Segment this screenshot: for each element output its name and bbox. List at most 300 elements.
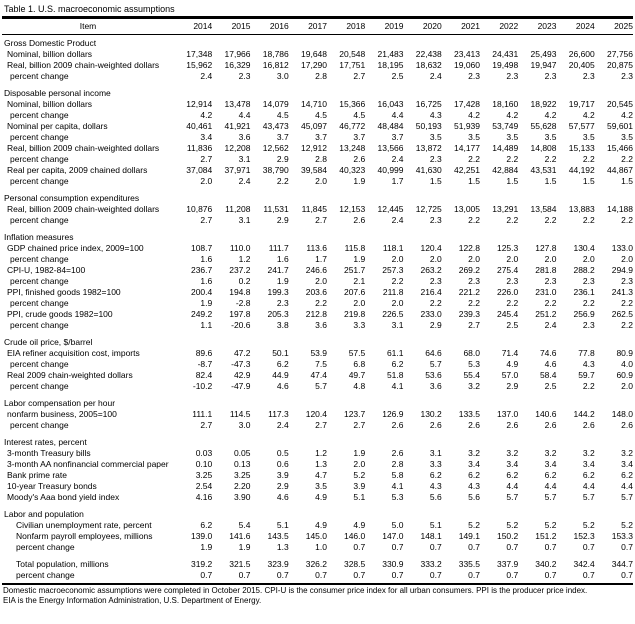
value-cell: 12,914 bbox=[186, 99, 213, 109]
value-cell: 117.3 bbox=[268, 409, 289, 419]
table-row bbox=[2, 370, 633, 381]
value-cell: 4.3 bbox=[468, 481, 480, 491]
value-cell: 2.7 bbox=[315, 420, 327, 430]
value-cell bbox=[365, 88, 403, 99]
value-cell bbox=[251, 509, 289, 520]
table-row bbox=[2, 165, 633, 176]
value-cell: 216.4 bbox=[420, 287, 442, 297]
value-cell: 21,483 bbox=[377, 49, 404, 59]
value-cell: 2.2 bbox=[468, 298, 480, 308]
value-cell: 120.4 bbox=[305, 409, 327, 419]
item-column-header: Item bbox=[2, 18, 174, 35]
value-cell: 2.7 bbox=[200, 420, 213, 430]
value-cell: 17,290 bbox=[301, 60, 327, 70]
value-cell bbox=[404, 232, 442, 243]
value-cell: 126.9 bbox=[382, 409, 404, 419]
value-cell: 50.1 bbox=[272, 348, 289, 358]
value-cell: 1.3 bbox=[315, 459, 327, 469]
value-cell: 19,498 bbox=[492, 60, 519, 70]
value-cell: 11,845 bbox=[301, 204, 327, 214]
row-label: Civilian unemployment rate, percent bbox=[16, 520, 152, 530]
value-cell bbox=[404, 337, 442, 348]
footnote-line: Domestic macroeconomic assumptions were completed in October 2015. CPI-U is the consumer price index for all urban consumers. PPI is the producer price index. bbox=[3, 586, 588, 595]
value-cell: 4.16 bbox=[195, 492, 213, 502]
value-cell: 151.2 bbox=[535, 531, 557, 541]
value-cell: 0.2 bbox=[238, 276, 251, 286]
value-cell: 18,632 bbox=[415, 60, 442, 70]
value-cell: 127.8 bbox=[535, 243, 557, 253]
value-cell: -2.8 bbox=[235, 298, 251, 308]
value-cell: 251.7 bbox=[343, 265, 366, 275]
value-cell: 2.4 bbox=[429, 71, 442, 81]
value-cell: 337.9 bbox=[496, 559, 519, 569]
value-cell: 42,251 bbox=[454, 165, 480, 175]
value-cell bbox=[595, 193, 633, 204]
value-cell bbox=[365, 509, 403, 520]
table-row bbox=[2, 132, 633, 143]
value-cell: 125.3 bbox=[496, 243, 519, 253]
value-cell bbox=[518, 509, 556, 520]
value-cell: 108.7 bbox=[190, 243, 213, 253]
table-row bbox=[2, 110, 633, 121]
value-cell bbox=[404, 193, 442, 204]
row-label: Labor and population bbox=[4, 509, 84, 519]
value-cell: 40,323 bbox=[339, 165, 366, 175]
value-cell: 53.6 bbox=[425, 370, 442, 380]
value-cell: 233.0 bbox=[420, 309, 442, 319]
value-cell: 4.9 bbox=[315, 492, 327, 502]
value-cell bbox=[595, 337, 633, 348]
value-cell: 17,348 bbox=[186, 49, 213, 59]
value-cell: 2.9 bbox=[429, 320, 442, 330]
row-label: Interest rates, percent bbox=[4, 437, 87, 447]
table-row bbox=[2, 448, 633, 459]
value-cell bbox=[289, 88, 327, 99]
value-cell: 5.2 bbox=[506, 520, 519, 530]
value-cell: 22,438 bbox=[415, 49, 442, 59]
value-cell: 5.2 bbox=[468, 520, 480, 530]
value-cell: 2.0 bbox=[621, 381, 633, 391]
value-cell: 5.7 bbox=[582, 492, 595, 502]
value-cell: 251.2 bbox=[535, 309, 557, 319]
value-cell: 3.0 bbox=[238, 420, 251, 430]
table-row bbox=[2, 204, 633, 215]
value-cell: 263.2 bbox=[420, 265, 442, 275]
value-cell bbox=[518, 337, 556, 348]
value-cell: 328.5 bbox=[343, 559, 366, 569]
table-row bbox=[2, 559, 633, 570]
value-cell: 57.5 bbox=[348, 348, 366, 358]
value-cell: 3.7 bbox=[315, 132, 327, 142]
value-cell bbox=[289, 398, 327, 409]
value-cell: 249.2 bbox=[190, 309, 213, 319]
value-cell: 19,947 bbox=[530, 60, 557, 70]
value-cell bbox=[442, 509, 480, 520]
value-cell bbox=[480, 193, 518, 204]
value-cell: 4.7 bbox=[315, 470, 327, 480]
value-cell bbox=[251, 232, 289, 243]
value-cell: 4.5 bbox=[276, 110, 289, 120]
value-cell: 2.6 bbox=[391, 448, 404, 458]
value-cell: 2.3 bbox=[506, 71, 519, 81]
value-cell bbox=[595, 35, 633, 50]
year-column-header: 2024 bbox=[557, 18, 595, 35]
value-cell bbox=[212, 232, 250, 243]
row-label: GDP chained price index, 2009=100 bbox=[7, 243, 144, 253]
value-cell: 40,461 bbox=[186, 121, 213, 131]
value-cell: 241.7 bbox=[267, 265, 289, 275]
value-cell: 236.1 bbox=[573, 287, 595, 297]
value-cell: 5.2 bbox=[621, 520, 633, 530]
value-cell: 40,999 bbox=[377, 165, 404, 175]
value-cell: 13,883 bbox=[568, 204, 595, 214]
value-cell: 2.20 bbox=[233, 481, 251, 491]
value-cell: 80.9 bbox=[616, 348, 633, 358]
value-cell bbox=[518, 35, 556, 50]
value-cell: 0.7 bbox=[429, 542, 442, 552]
value-cell: 14,079 bbox=[262, 99, 289, 109]
value-cell: 5.7 bbox=[506, 492, 519, 502]
value-cell: 16,725 bbox=[415, 99, 442, 109]
value-cell: 2.2 bbox=[468, 154, 480, 164]
value-cell: 239.3 bbox=[458, 309, 480, 319]
value-cell: 2.0 bbox=[621, 254, 633, 264]
value-cell: 18,922 bbox=[530, 99, 557, 109]
value-cell: 5.4 bbox=[238, 520, 251, 530]
value-cell: 114.5 bbox=[229, 409, 251, 419]
value-cell: 59,601 bbox=[607, 121, 633, 131]
value-cell: 14,177 bbox=[454, 143, 480, 153]
section-header-row bbox=[2, 193, 633, 204]
value-cell: 12,725 bbox=[415, 204, 442, 214]
value-cell bbox=[442, 232, 480, 243]
value-cell: 2.6 bbox=[506, 420, 519, 430]
value-cell: 2.0 bbox=[353, 298, 366, 308]
row-label: percent change bbox=[10, 71, 69, 81]
value-cell bbox=[595, 232, 633, 243]
value-cell: 2.3 bbox=[582, 276, 595, 286]
value-cell: 323.9 bbox=[267, 559, 289, 569]
value-cell: 20,545 bbox=[607, 99, 633, 109]
value-cell: 15,133 bbox=[568, 143, 595, 153]
value-cell: 6.2 bbox=[621, 470, 633, 480]
value-cell: 6.2 bbox=[429, 470, 442, 480]
row-label: 3-month Treasury bills bbox=[7, 448, 91, 458]
value-cell: 53.9 bbox=[310, 348, 327, 358]
row-label: Nonfarm payroll employees, millions bbox=[16, 531, 153, 541]
value-cell: 3.7 bbox=[276, 132, 289, 142]
value-cell bbox=[212, 88, 250, 99]
value-cell: 0.7 bbox=[506, 542, 519, 552]
value-cell: 5.7 bbox=[315, 381, 327, 391]
value-cell: 14,489 bbox=[492, 143, 519, 153]
value-cell: 1.3 bbox=[276, 542, 289, 552]
value-cell bbox=[404, 437, 442, 448]
value-cell: 2.7 bbox=[200, 154, 213, 164]
value-cell bbox=[518, 398, 556, 409]
value-cell: 226.5 bbox=[382, 309, 404, 319]
value-cell: 2.0 bbox=[582, 254, 595, 264]
table-row bbox=[2, 492, 633, 503]
value-cell: 344.7 bbox=[611, 559, 633, 569]
value-cell bbox=[404, 398, 442, 409]
value-cell: 333.2 bbox=[420, 559, 442, 569]
value-cell: 1.9 bbox=[200, 298, 213, 308]
value-cell: 89.6 bbox=[195, 348, 213, 358]
value-cell: 4.2 bbox=[544, 110, 557, 120]
value-cell: 2.7 bbox=[468, 320, 480, 330]
value-cell bbox=[442, 337, 480, 348]
value-cell: 2.2 bbox=[621, 320, 633, 330]
value-cell: 13,872 bbox=[415, 143, 442, 153]
value-cell bbox=[480, 437, 518, 448]
value-cell: 236.7 bbox=[190, 265, 213, 275]
value-cell: 0.13 bbox=[233, 459, 251, 469]
footnotes bbox=[2, 585, 633, 606]
value-cell bbox=[557, 398, 595, 409]
value-cell: 20,405 bbox=[568, 60, 595, 70]
value-cell: 1.2 bbox=[238, 254, 251, 264]
year-column-header: 2014 bbox=[174, 18, 212, 35]
value-cell: 120.4 bbox=[420, 243, 442, 253]
value-cell: 152.3 bbox=[573, 531, 595, 541]
value-cell: 4.2 bbox=[582, 110, 595, 120]
table-header bbox=[2, 18, 633, 35]
row-label: Crude oil price, $/barrel bbox=[4, 337, 93, 347]
value-cell: 2.3 bbox=[429, 215, 442, 225]
row-label: Real per capita, 2009 chained dollars bbox=[7, 165, 148, 175]
value-cell: 2.1 bbox=[353, 276, 366, 286]
value-cell: 288.2 bbox=[573, 265, 595, 275]
value-cell: 6.2 bbox=[276, 359, 289, 369]
value-cell: 6.2 bbox=[506, 470, 519, 480]
value-cell bbox=[174, 509, 212, 520]
value-cell: 0.6 bbox=[276, 459, 289, 469]
value-cell: 150.2 bbox=[496, 531, 519, 541]
row-label: percent change bbox=[16, 570, 75, 580]
value-cell bbox=[174, 193, 212, 204]
value-cell: 2.7 bbox=[353, 71, 366, 81]
value-cell bbox=[327, 398, 365, 409]
value-cell: 6.2 bbox=[544, 470, 557, 480]
value-cell: 3.5 bbox=[544, 132, 557, 142]
row-label: Real, billion 2009 chain-weighted dollars bbox=[7, 143, 160, 153]
macro-assumptions-table bbox=[2, 17, 633, 581]
value-cell: 2.3 bbox=[544, 71, 557, 81]
value-cell: 147.0 bbox=[382, 531, 404, 541]
value-cell: 2.0 bbox=[544, 254, 557, 264]
value-cell: 4.1 bbox=[391, 481, 404, 491]
value-cell: 0.7 bbox=[506, 570, 519, 580]
row-label: Real, billion 2009 chain-weighted dollars bbox=[7, 60, 160, 70]
value-cell: 3.1 bbox=[238, 215, 251, 225]
value-cell: 2.0 bbox=[468, 254, 480, 264]
value-cell bbox=[557, 35, 595, 50]
value-cell: 1.9 bbox=[353, 254, 366, 264]
value-cell: 199.3 bbox=[267, 287, 289, 297]
value-cell: 0.5 bbox=[276, 448, 289, 458]
row-label: CPI-U, 1982-84=100 bbox=[7, 265, 86, 275]
value-cell bbox=[174, 398, 212, 409]
value-cell: 3.3 bbox=[429, 459, 442, 469]
value-cell: 226.0 bbox=[496, 287, 519, 297]
value-cell bbox=[251, 193, 289, 204]
value-cell: 2.5 bbox=[391, 71, 404, 81]
value-cell: 2.4 bbox=[391, 154, 404, 164]
value-cell: 25,493 bbox=[530, 49, 557, 59]
value-cell: 53,749 bbox=[492, 121, 519, 131]
value-cell: 2.2 bbox=[506, 154, 519, 164]
value-cell: 47.4 bbox=[310, 370, 327, 380]
row-label: EIA refiner acquisition cost, imports bbox=[7, 348, 140, 358]
value-cell: 0.7 bbox=[391, 570, 404, 580]
value-cell: 115.8 bbox=[344, 243, 366, 253]
value-cell: 82.4 bbox=[195, 370, 213, 380]
value-cell: 42.9 bbox=[233, 370, 251, 380]
value-cell bbox=[442, 398, 480, 409]
value-cell: 12,912 bbox=[301, 143, 327, 153]
value-cell: 262.5 bbox=[611, 309, 633, 319]
year-column-header: 2025 bbox=[595, 18, 633, 35]
value-cell: 2.2 bbox=[544, 154, 557, 164]
table-row bbox=[2, 176, 633, 187]
value-cell: 111.1 bbox=[192, 409, 213, 419]
value-cell: 122.8 bbox=[458, 243, 480, 253]
value-cell: 1.0 bbox=[315, 542, 327, 552]
table-row bbox=[2, 459, 633, 470]
value-cell: 197.8 bbox=[229, 309, 251, 319]
value-cell: 1.6 bbox=[276, 254, 289, 264]
value-cell: 3.5 bbox=[621, 132, 633, 142]
value-cell: 0.7 bbox=[315, 570, 327, 580]
table-row bbox=[2, 481, 633, 492]
value-cell: 2.7 bbox=[315, 215, 327, 225]
year-column-header: 2017 bbox=[289, 18, 327, 35]
value-cell: 1.9 bbox=[238, 542, 251, 552]
value-cell: 2.3 bbox=[621, 276, 633, 286]
value-cell: 0.7 bbox=[468, 570, 480, 580]
value-cell: 2.3 bbox=[621, 71, 633, 81]
value-cell: 15,466 bbox=[607, 143, 633, 153]
value-cell: 1.5 bbox=[582, 176, 595, 186]
value-cell: 43,531 bbox=[530, 165, 557, 175]
value-cell: 2.3 bbox=[544, 276, 557, 286]
table-row bbox=[2, 309, 633, 320]
value-cell: 5.6 bbox=[468, 492, 480, 502]
value-cell: 2.7 bbox=[353, 420, 366, 430]
value-cell: 2.9 bbox=[276, 215, 289, 225]
value-cell: 2.3 bbox=[238, 71, 251, 81]
value-cell bbox=[174, 35, 212, 50]
table-row bbox=[2, 243, 633, 254]
value-cell: 2.3 bbox=[429, 154, 442, 164]
table-row bbox=[2, 531, 633, 542]
value-cell: 4.4 bbox=[238, 110, 251, 120]
value-cell: 0.05 bbox=[233, 448, 251, 458]
value-cell bbox=[212, 509, 250, 520]
row-label: Labor compensation per hour bbox=[4, 398, 116, 408]
value-cell: 5.3 bbox=[391, 492, 404, 502]
value-cell: 2.7 bbox=[200, 215, 213, 225]
value-cell: 24,431 bbox=[492, 49, 519, 59]
value-cell: 3.5 bbox=[506, 132, 519, 142]
table-row bbox=[2, 276, 633, 287]
value-cell: 2.5 bbox=[506, 320, 519, 330]
value-cell: 335.5 bbox=[458, 559, 480, 569]
value-cell bbox=[365, 232, 403, 243]
value-cell: -8.7 bbox=[197, 359, 213, 369]
value-cell: 2.2 bbox=[621, 154, 633, 164]
value-cell: 50,193 bbox=[415, 121, 442, 131]
row-label: percent change bbox=[10, 110, 69, 120]
value-cell: 130.2 bbox=[420, 409, 442, 419]
value-cell: 37,084 bbox=[186, 165, 213, 175]
value-cell: 57,577 bbox=[568, 121, 595, 131]
value-cell: 3.2 bbox=[468, 381, 480, 391]
value-cell bbox=[327, 509, 365, 520]
value-cell: 4.2 bbox=[200, 110, 213, 120]
value-cell: 4.5 bbox=[353, 110, 366, 120]
year-column-header: 2015 bbox=[212, 18, 250, 35]
row-label: percent change bbox=[10, 276, 69, 286]
table-row bbox=[2, 99, 633, 110]
value-cell bbox=[174, 337, 212, 348]
value-cell bbox=[518, 193, 556, 204]
value-cell bbox=[442, 35, 480, 50]
value-cell: 133.0 bbox=[611, 243, 633, 253]
value-cell: 12,208 bbox=[224, 143, 251, 153]
value-cell bbox=[327, 35, 365, 50]
value-cell: 2.0 bbox=[315, 176, 327, 186]
value-cell: 23,413 bbox=[454, 49, 480, 59]
value-cell: 1.6 bbox=[200, 254, 213, 264]
table-row bbox=[2, 470, 633, 481]
value-cell: 6.2 bbox=[200, 520, 213, 530]
value-cell: 4.0 bbox=[621, 359, 633, 369]
value-cell: 0.10 bbox=[195, 459, 213, 469]
row-label: Inflation measures bbox=[4, 232, 74, 242]
value-cell: 18,195 bbox=[377, 60, 404, 70]
value-cell bbox=[212, 337, 250, 348]
value-cell: 18,160 bbox=[492, 99, 519, 109]
value-cell: 1.5 bbox=[468, 176, 480, 186]
value-cell: 2.9 bbox=[276, 481, 289, 491]
value-cell: 3.6 bbox=[238, 132, 251, 142]
value-cell bbox=[557, 232, 595, 243]
value-cell: 17,966 bbox=[224, 49, 251, 59]
value-cell: 1.1 bbox=[200, 320, 213, 330]
value-cell: 2.8 bbox=[391, 459, 404, 469]
value-cell: 3.4 bbox=[200, 132, 213, 142]
value-cell: 207.6 bbox=[343, 287, 366, 297]
value-cell: 5.3 bbox=[468, 359, 480, 369]
value-cell: 5.6 bbox=[429, 492, 442, 502]
value-cell: 10,876 bbox=[186, 204, 213, 214]
value-cell: 3.4 bbox=[506, 459, 519, 469]
value-cell bbox=[251, 35, 289, 50]
table-title: Table 1. U.S. macroeconomic assumptions bbox=[4, 4, 175, 14]
value-cell: 145.0 bbox=[305, 531, 327, 541]
value-cell: 0.7 bbox=[468, 542, 480, 552]
value-cell: 2.2 bbox=[429, 298, 442, 308]
value-cell: 2.6 bbox=[353, 154, 366, 164]
value-cell bbox=[595, 398, 633, 409]
value-cell: 2.2 bbox=[315, 298, 327, 308]
value-cell: 2.2 bbox=[391, 276, 404, 286]
value-cell: 2.0 bbox=[391, 254, 404, 264]
value-cell: 2.3 bbox=[276, 298, 289, 308]
value-cell: 3.1 bbox=[391, 320, 404, 330]
